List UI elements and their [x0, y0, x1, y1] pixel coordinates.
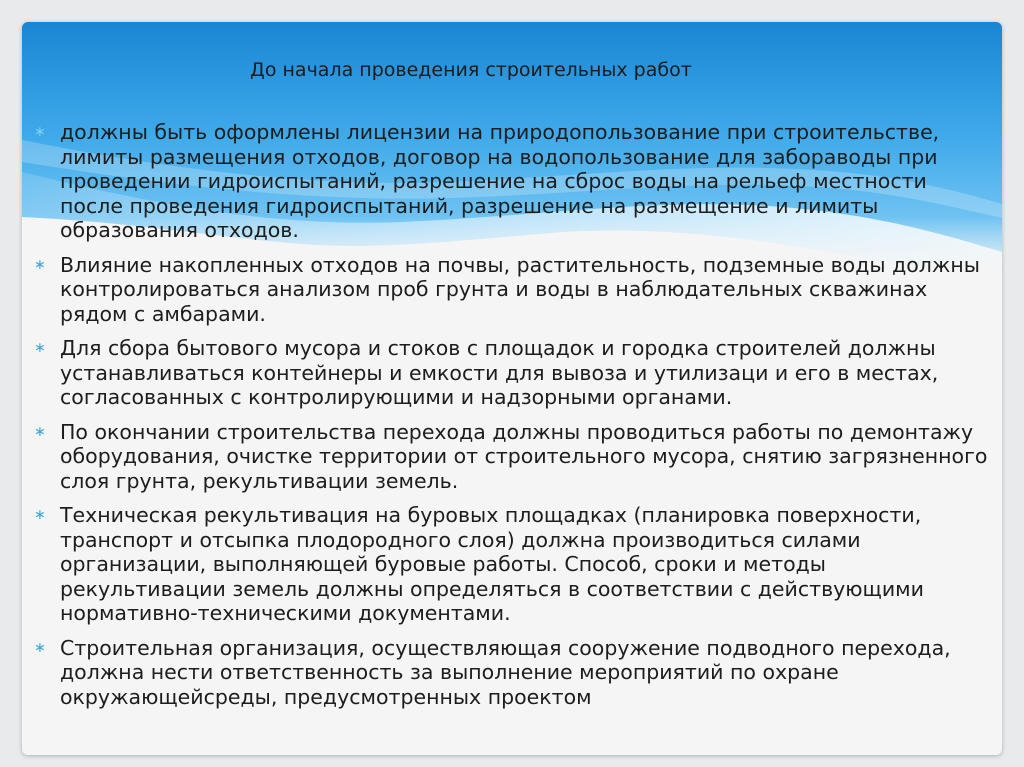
bullet-text: Для сбора бытового мусора и стоков с площадок и городка строителей должны устанавливаться контейнеры и емкости для вывоза и утилизаци и его в местах, согласованных с контролирующими и надзорными органами.: [60, 336, 939, 409]
bullet-item: [34, 503, 994, 626]
asterisk-bullet-icon: ∗: [34, 340, 46, 356]
asterisk-bullet-icon: ∗: [34, 423, 46, 440]
asterisk-bullet-icon: ∗: [34, 507, 46, 523]
bullet-text: должны быть оформлены лицензии на природопользование при строительстве, лимиты размещения отходов, договор на водопользование для забораводы при проведении гидроиспытаний, разрешение на сброс воды на рельеф местности после проведения гидроиспытаний, разрешение на размещение и лимиты образования отходов.: [60, 120, 940, 242]
bullet-text: Техническая рекультивация на буровых площадках (планировка поверхности, транспорт и отсыпка плодородного слоя) должна производиться силами организации, выполняющей буровые работы. Способ, сроки и методы рекультивации земель должны определяться в соответствии с действующими нормативно-техническими документами.: [60, 503, 924, 625]
bullet-item: [34, 120, 994, 243]
asterisk-bullet-icon: ∗: [34, 256, 46, 273]
bullet-item: [34, 253, 994, 327]
bullet-item: [34, 336, 994, 410]
bullet-list: [34, 120, 994, 719]
bullet-text: Влияние накопленных отходов на почвы, растительность, подземные воды должны контролироваться анализом проб грунта и воды в наблюдательных скважинах рядом с амбарами.: [60, 252, 980, 326]
asterisk-bullet-icon: ∗: [34, 639, 46, 656]
bullet-text: По окончании строительства перехода должны проводиться работы по демонтажу оборудования, очистке территории от строительного мусора, снятию загрязненного слоя грунта, рекультивации земель.: [60, 419, 988, 493]
slide-title: До начала проведения строительных работ: [250, 59, 692, 81]
asterisk-bullet-icon: ∗: [34, 124, 46, 140]
bullet-text: Строительная организация, осуществляющая сооружение подводного перехода, должна нести ответственность за выполнение мероприятий по охране окружающейсреды, предусмотренных проектом: [60, 635, 951, 709]
slide: [22, 22, 1002, 755]
bullet-item: [34, 420, 994, 494]
bullet-item: [34, 636, 994, 710]
